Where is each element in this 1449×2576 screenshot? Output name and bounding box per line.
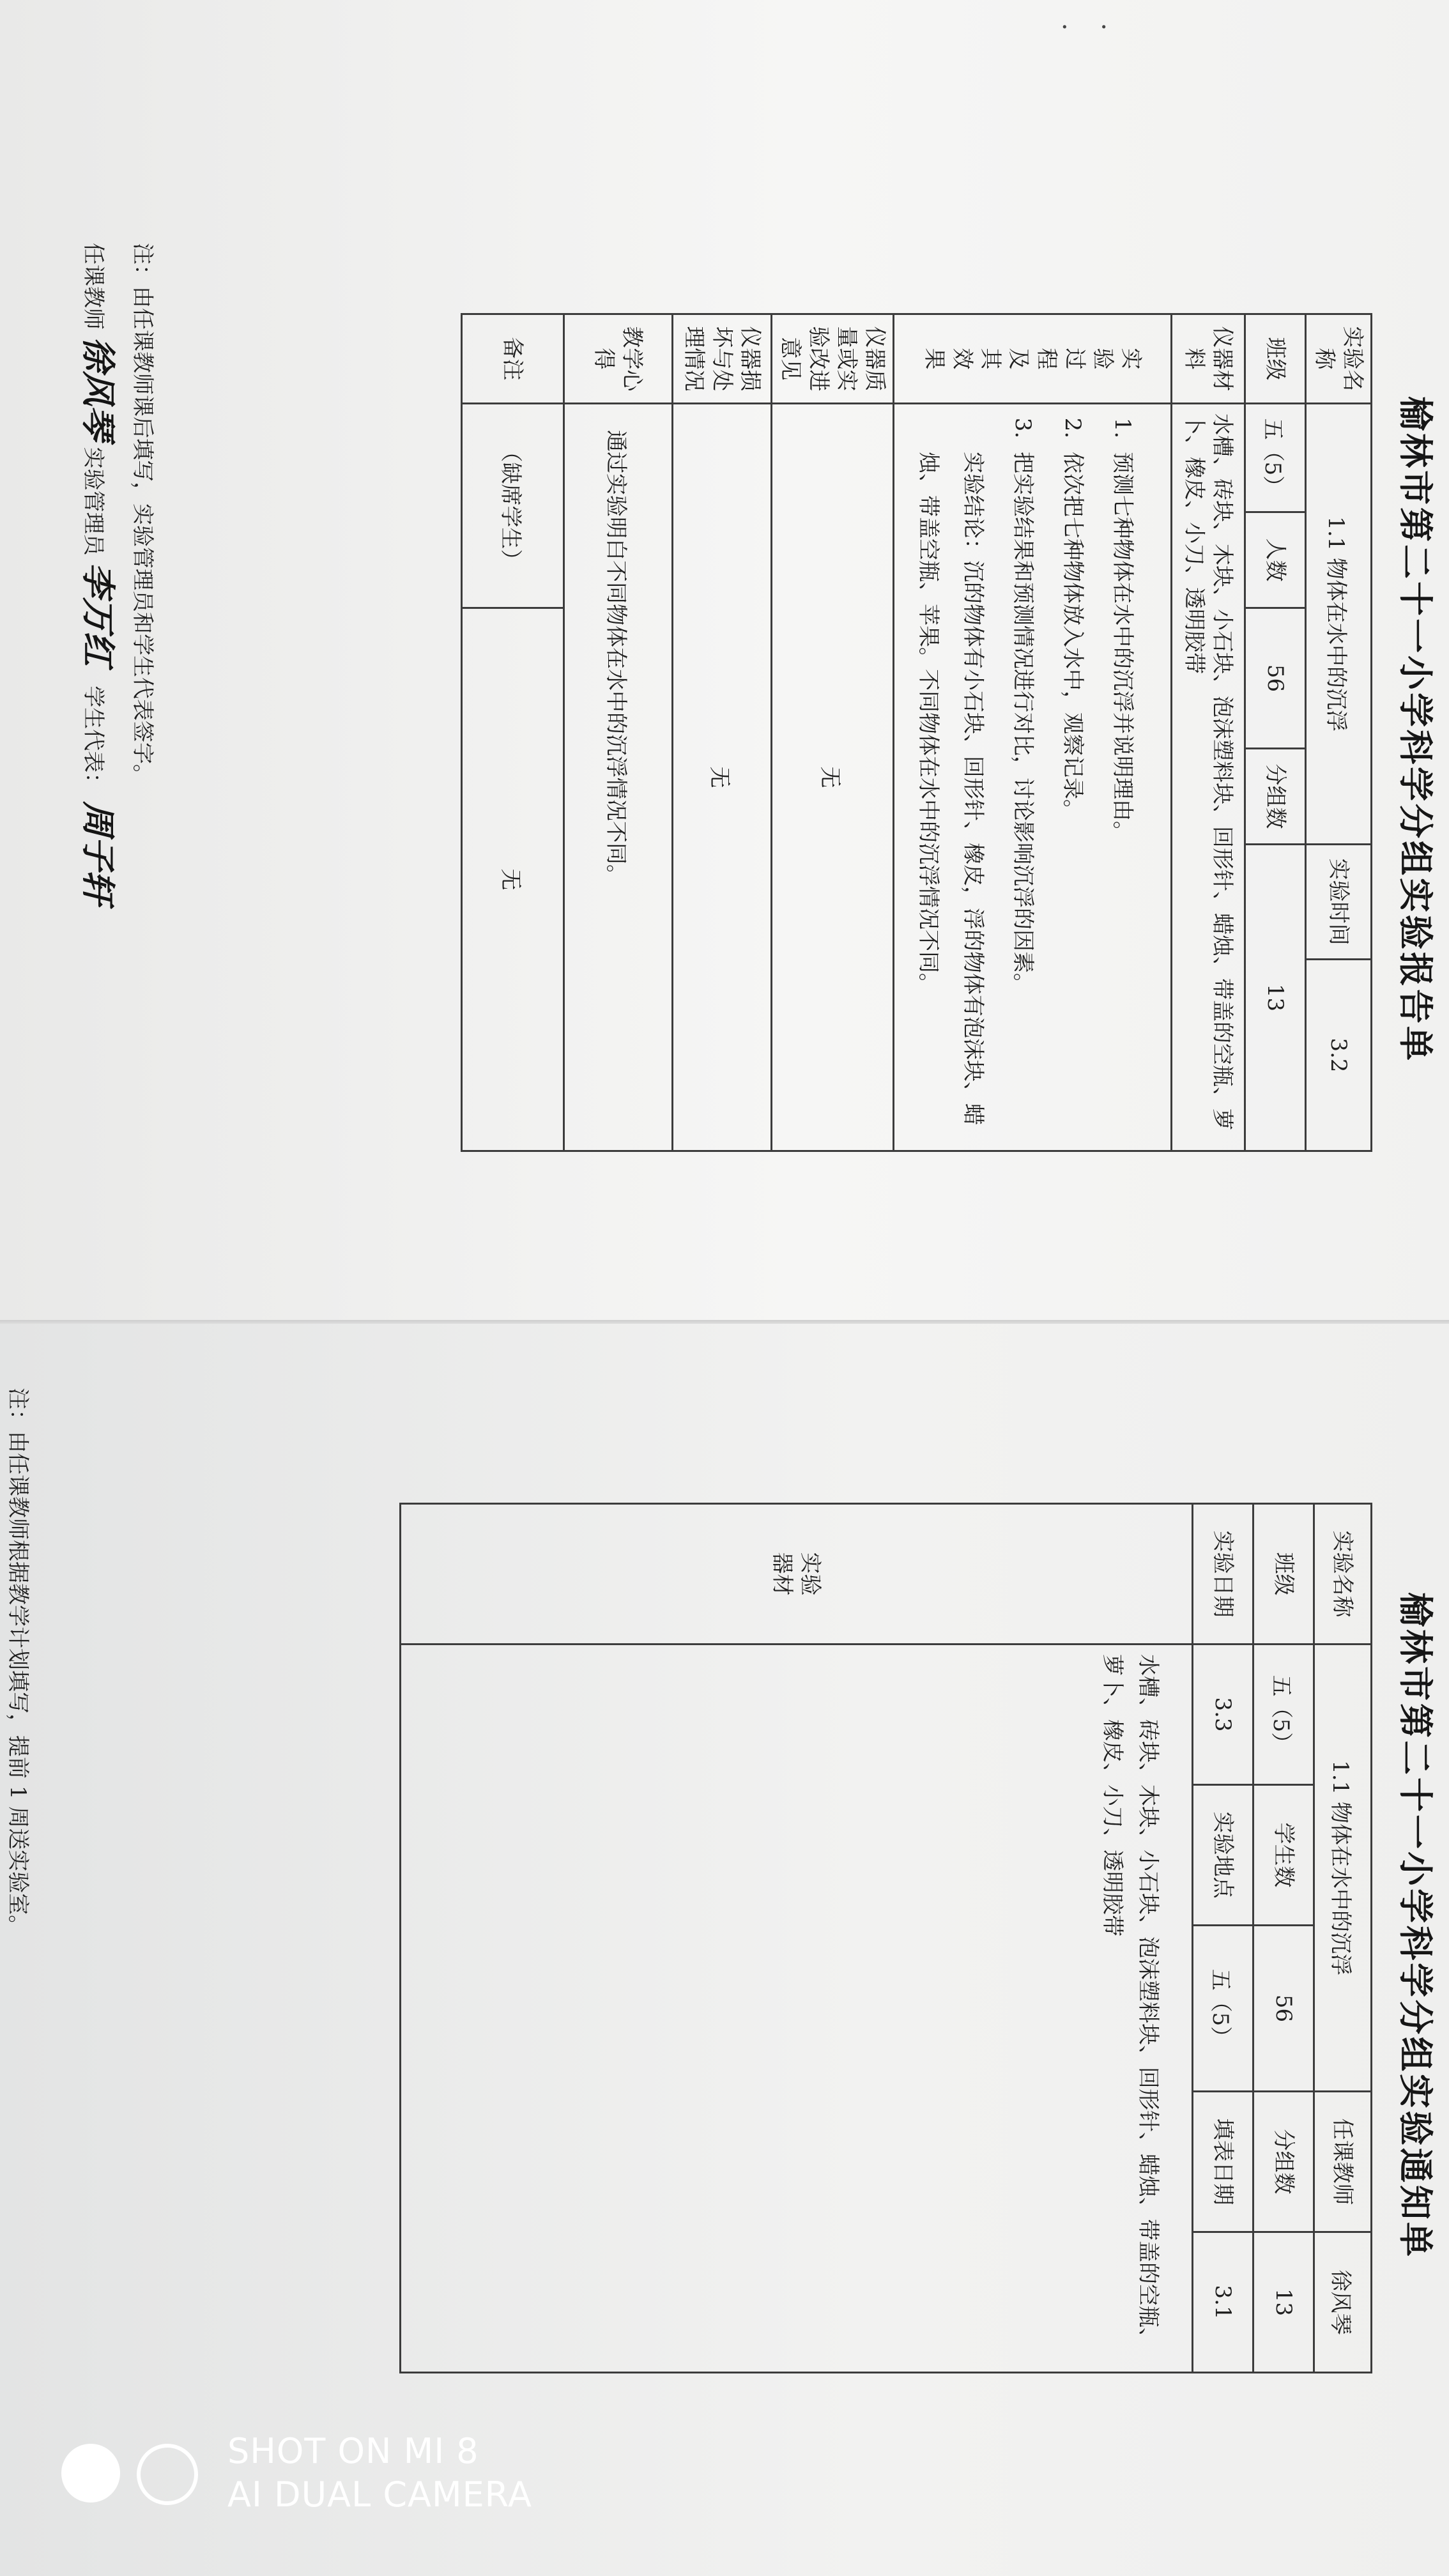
label-materials: 实验器材	[401, 1504, 1193, 1644]
date-value: 3.3	[1193, 1644, 1254, 1785]
absent-students: （缺席学生）	[462, 404, 564, 608]
experiment-name: 1.1 物体在水中的沉浮	[1314, 1644, 1372, 2092]
materials-value: 水槽、砖块、木块、小石块、泡沫塑料块、回形针、蜡烛、带盖的空瓶、萝卜、橡皮、小刀、透明胶带	[401, 1644, 1193, 2373]
label-class: 班级	[1245, 314, 1306, 404]
experiment-name: 1.1 物体在水中的沉浮	[1306, 404, 1372, 845]
process-step: 2. 依次把七种物体放入水中，观察记录。	[1050, 445, 1095, 1141]
notice-sheet	[0, 1324, 1449, 2576]
label-experiment-name: 实验名称	[1314, 1504, 1372, 1644]
students-value: 56	[1254, 1926, 1314, 2092]
reflection-value: 通过实验明白不同物体在水中的沉浮情况不同。	[564, 404, 673, 1151]
signature-line	[74, 243, 117, 905]
label-location: 实验地点	[1193, 1785, 1254, 1926]
label-teacher: 任课教师	[1314, 2092, 1372, 2232]
class-value: 五（5）	[1254, 1644, 1314, 1785]
watermark-line-2: AI DUAL CAMERA	[227, 2474, 532, 2515]
notice-title: 榆林市第二十一小学科学分组实验通知单	[1395, 1592, 1436, 2259]
label-students: 学生数	[1254, 1785, 1314, 1926]
label-groups: 分组数	[1254, 2092, 1314, 2232]
teacher-signature: 徐风琴	[78, 336, 118, 440]
conclusion: 实验结论：沉的物体有小石块、回形针、橡皮，浮的物体有泡沫块、蜡烛、带盖空瓶、苹果。不同物体在水中的沉浮情况不同。	[916, 452, 986, 1125]
process-step: 3. 把实验结果和预测情况进行对比，讨论影响沉浮的因素。	[1000, 445, 1045, 1141]
label-date: 实验日期	[1193, 1504, 1254, 1644]
experiment-time: 3.2	[1306, 960, 1372, 1151]
class-value: 五（5）	[1245, 404, 1306, 512]
materials-value: 水槽、砖块、木块、小石块、泡沫塑料块、回形针、蜡烛、带盖的空瓶、萝卜、橡皮、小刀、透明胶带	[1172, 404, 1245, 1151]
report-note: 注：由任课教师课后填写，实验管理员和学生代表签字。	[130, 243, 155, 786]
notice-table	[399, 1503, 1372, 2373]
student-signature: 周子轩	[78, 801, 118, 905]
count-value: 56	[1245, 608, 1306, 749]
report-title: 榆林市第二十一小学科学分组实验报告单	[1395, 396, 1436, 1063]
label-materials: 仪器材料	[1172, 314, 1245, 404]
ink-spots: · ·	[1061, 13, 1120, 42]
label-experiment-time: 实验时间	[1306, 845, 1372, 960]
dual-camera-filled-circle-icon	[61, 2444, 120, 2503]
label-fill-date: 填表日期	[1193, 2092, 1254, 2232]
label-class: 班级	[1254, 1504, 1314, 1644]
label-process: 实验过程及其效果	[894, 314, 1172, 404]
label-damage: 仪器损坏与处理情况	[673, 314, 772, 404]
label-remarks: 备注	[462, 314, 564, 404]
location-value: 五（5）	[1193, 1926, 1254, 2092]
label-quality: 仪器质量或实验改进意见	[772, 314, 894, 404]
groups-value: 13	[1245, 845, 1306, 1151]
process-steps	[1000, 413, 1145, 1141]
teacher-signature-label: 任课教师	[80, 243, 106, 330]
label-experiment-name: 实验名称	[1306, 314, 1372, 404]
student-signature-label: 学生代表：	[80, 686, 106, 795]
remarks-value: 无	[462, 608, 564, 1151]
notice-note: 注：由任课教师根据教学计划填写，提前 1 周送实验室。	[5, 1388, 31, 1937]
damage-value: 无	[673, 404, 772, 1151]
quality-value: 无	[772, 404, 894, 1151]
admin-signature-label: 实验管理员	[80, 447, 106, 556]
teacher-value: 徐风琴	[1314, 2232, 1372, 2373]
report-table	[461, 313, 1372, 1152]
dual-camera-outline-circle-icon	[137, 2444, 198, 2505]
watermark-line-1: SHOT ON MI 8	[227, 2431, 479, 2471]
process-cell	[894, 404, 1172, 1151]
admin-signature: 李万红	[78, 562, 118, 666]
notice-document	[0, 1324, 1449, 2576]
label-groups: 分组数	[1245, 749, 1306, 845]
label-reflection: 教学心得	[564, 314, 673, 404]
groups-value: 13	[1254, 2232, 1314, 2373]
label-count: 人数	[1245, 512, 1306, 608]
process-step: 1. 预测七种物体在水中的沉浮并说明理由。	[1100, 445, 1145, 1141]
fill-date-value: 3.1	[1193, 2232, 1254, 2373]
